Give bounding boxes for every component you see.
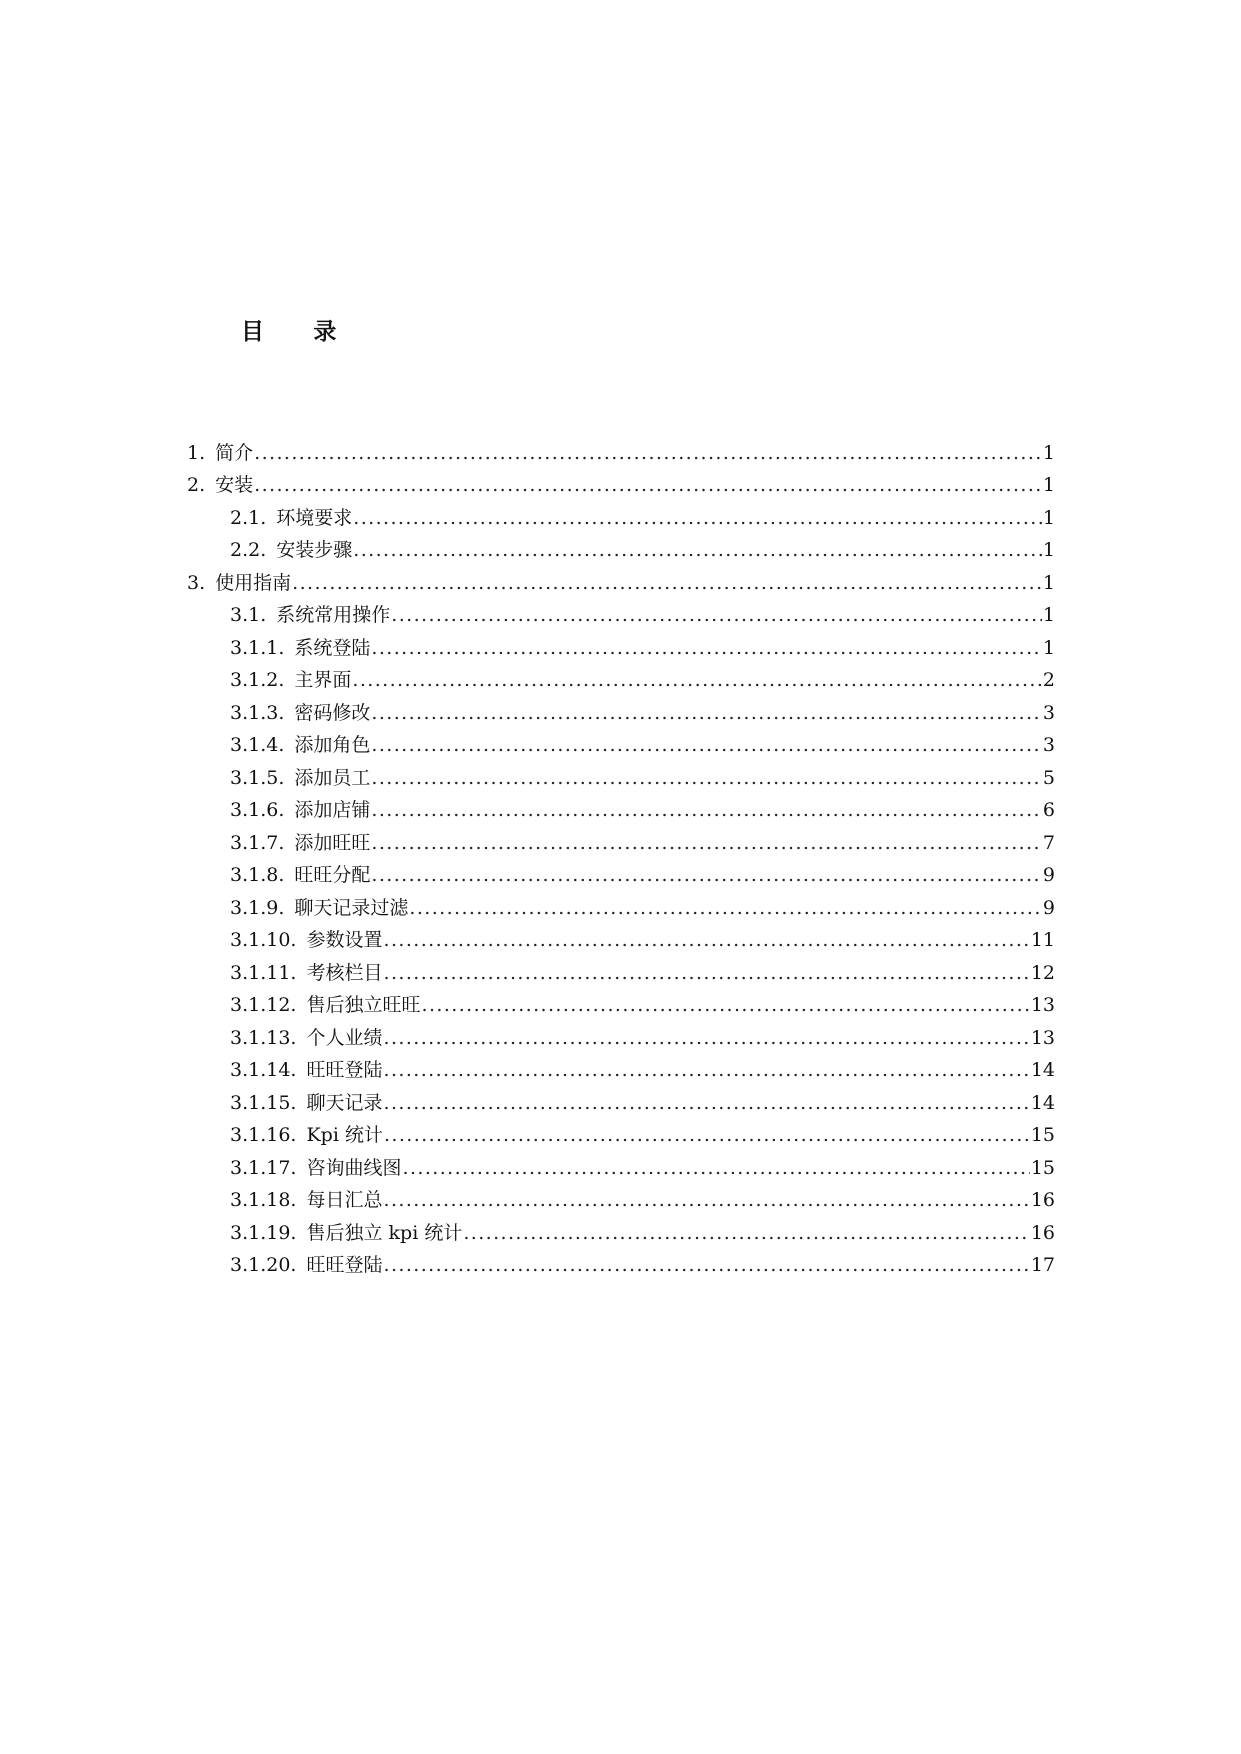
toc-entry[interactable] xyxy=(187,597,1055,630)
toc-entry[interactable] xyxy=(187,1182,1055,1215)
toc-entry-page: 2 xyxy=(1042,669,1055,691)
toc-dot-leader xyxy=(391,603,1042,627)
toc-entry[interactable] xyxy=(187,1214,1055,1247)
toc-entry-number: 3.1.4. xyxy=(230,734,285,756)
toc-entry-page: 16 xyxy=(1030,1221,1055,1244)
toc-dot-leader xyxy=(409,896,1042,920)
toc-entry-page: 13 xyxy=(1030,994,1055,1016)
toc-dot-leader xyxy=(371,636,1042,660)
toc-entry-text: 密码修改 xyxy=(294,701,371,724)
toc-entry-number: 3.1.12. xyxy=(230,994,297,1016)
toc-entry-text: 旺旺登陆 xyxy=(306,1059,383,1081)
toc-entry-number: 3.1.3. xyxy=(230,701,285,724)
toc-dot-leader xyxy=(353,506,1042,530)
toc-entry-page: 14 xyxy=(1030,1059,1055,1081)
toc-entry-number: 2.1. xyxy=(230,506,267,529)
toc-entry-text: 简介 xyxy=(215,441,254,464)
toc-entry-page: 12 xyxy=(1030,961,1055,984)
toc-entry-number: 3.1.9. xyxy=(230,896,285,919)
toc-entry-text: 售后独立旺旺 xyxy=(306,994,421,1016)
toc-entry-text: 添加旺旺 xyxy=(294,831,371,854)
toc-entry-number: 3.1.15. xyxy=(230,1091,297,1114)
toc-entry-number: 3.1.11. xyxy=(230,961,297,984)
toc-dot-leader xyxy=(384,1091,1030,1115)
toc-entry[interactable] xyxy=(187,1149,1055,1182)
toc-entry-text: 添加店铺 xyxy=(294,799,371,821)
toc-entry-page: 3 xyxy=(1042,701,1055,724)
toc-entry-page: 15 xyxy=(1030,1156,1055,1179)
toc-entry[interactable] xyxy=(187,987,1055,1020)
toc-dot-leader xyxy=(384,1123,1030,1147)
toc-entry-number: 2.2. xyxy=(230,539,267,561)
toc-entry-page: 1 xyxy=(1042,571,1055,594)
toc-entry-text: 环境要求 xyxy=(276,506,353,529)
toc-dot-leader xyxy=(371,831,1042,855)
toc-entry-number: 3.1. xyxy=(230,604,267,626)
toc-dot-leader xyxy=(352,668,1042,692)
toc-entry[interactable] xyxy=(187,662,1055,695)
toc-entry-number: 3.1.2. xyxy=(230,669,285,691)
toc-entry[interactable] xyxy=(187,1247,1055,1280)
toc-entry-text: 旺旺分配 xyxy=(294,864,371,886)
toc-dot-leader xyxy=(463,1221,1029,1245)
toc-entry-page: 13 xyxy=(1030,1026,1055,1049)
toc-entry-number: 3.1.13. xyxy=(230,1026,297,1049)
toc-dot-leader xyxy=(371,863,1042,887)
toc-entry-number: 3.1.10. xyxy=(230,929,297,951)
toc-entry-number: 1. xyxy=(187,441,206,464)
toc-dot-leader xyxy=(254,473,1042,497)
toc-entry-number: 3. xyxy=(187,571,206,594)
toc-entry[interactable] xyxy=(187,467,1055,500)
toc-entry-number: 3.1.14. xyxy=(230,1059,297,1081)
toc-entry-number: 3.1.20. xyxy=(230,1254,297,1276)
toc-entry[interactable] xyxy=(187,759,1055,792)
toc-entry-page: 1 xyxy=(1042,636,1055,659)
toc-entry-page: 1 xyxy=(1042,506,1055,529)
toc-entry[interactable] xyxy=(187,727,1055,760)
toc-entry-text: 咨询曲线图 xyxy=(306,1156,402,1179)
toc-entry-number: 3.1.1. xyxy=(230,636,285,659)
toc-entry-page: 1 xyxy=(1042,474,1055,496)
toc-entry-text: Kpi 统计 xyxy=(306,1124,383,1146)
toc-entry-text: 添加员工 xyxy=(294,766,371,789)
toc-dot-leader xyxy=(384,1058,1030,1082)
toc-dot-leader xyxy=(254,441,1042,465)
toc-entry-page: 15 xyxy=(1030,1124,1055,1146)
toc-dot-leader xyxy=(292,571,1042,595)
toc-entry[interactable] xyxy=(187,954,1055,987)
toc-entry[interactable] xyxy=(187,824,1055,857)
toc-entry-number: 3.1.16. xyxy=(230,1124,297,1146)
toc-entry-page: 11 xyxy=(1030,929,1055,951)
toc-entry-text: 添加角色 xyxy=(294,734,371,756)
toc-dot-leader xyxy=(353,538,1042,562)
toc-entry[interactable] xyxy=(187,1117,1055,1150)
toc-entry-page: 1 xyxy=(1042,539,1055,561)
toc-entry-text: 聊天记录过滤 xyxy=(294,896,409,919)
toc-entry[interactable] xyxy=(187,532,1055,565)
toc-dot-leader xyxy=(384,1253,1030,1277)
toc-entry-text: 参数设置 xyxy=(306,929,383,951)
toc-dot-leader xyxy=(384,1026,1030,1050)
toc-entry-page: 6 xyxy=(1042,799,1055,821)
toc-entry-text: 售后独立 kpi 统计 xyxy=(306,1221,463,1244)
toc-entry-page: 14 xyxy=(1030,1091,1055,1114)
toc-entry-page: 9 xyxy=(1042,896,1055,919)
toc-entry-page: 5 xyxy=(1042,766,1055,789)
toc-entry-text: 系统登陆 xyxy=(294,636,371,659)
toc-dot-leader xyxy=(371,766,1042,790)
toc-entry-page: 1 xyxy=(1042,441,1055,464)
toc-dot-leader xyxy=(422,993,1030,1017)
toc-list xyxy=(187,434,1055,1279)
toc-entry-text: 旺旺登陆 xyxy=(306,1254,383,1276)
toc-entry[interactable] xyxy=(187,564,1055,597)
toc-entry-number: 3.1.8. xyxy=(230,864,285,886)
toc-entry-page: 16 xyxy=(1030,1189,1055,1211)
toc-dot-leader xyxy=(371,798,1042,822)
toc-entry-text: 个人业绩 xyxy=(306,1026,383,1049)
toc-entry-text: 每日汇总 xyxy=(306,1189,383,1211)
toc-entry-number: 3.1.19. xyxy=(230,1221,297,1244)
toc-entry-page: 9 xyxy=(1042,864,1055,886)
toc-entry-page: 7 xyxy=(1042,831,1055,854)
toc-entry[interactable] xyxy=(187,922,1055,955)
toc-entry-text: 考核栏目 xyxy=(306,961,383,984)
toc-dot-leader xyxy=(403,1156,1030,1180)
toc-entry-number: 2. xyxy=(187,474,206,496)
toc-entry-number: 3.1.7. xyxy=(230,831,285,854)
toc-dot-leader xyxy=(384,928,1030,952)
toc-entry[interactable] xyxy=(187,499,1055,532)
toc-entry[interactable] xyxy=(187,1019,1055,1052)
toc-entry-page: 3 xyxy=(1042,734,1055,756)
toc-dot-leader xyxy=(371,701,1042,725)
toc-entry-text: 安装 xyxy=(215,474,254,496)
toc-entry[interactable] xyxy=(187,629,1055,662)
toc-entry[interactable] xyxy=(187,889,1055,922)
toc-entry-text: 聊天记录 xyxy=(306,1091,383,1114)
toc-entry[interactable] xyxy=(187,857,1055,890)
toc-entry[interactable] xyxy=(187,694,1055,727)
toc-entry[interactable] xyxy=(187,1052,1055,1085)
toc-entry-number: 3.1.6. xyxy=(230,799,285,821)
toc-entry[interactable] xyxy=(187,792,1055,825)
toc-entry-number: 3.1.18. xyxy=(230,1189,297,1211)
toc-entry-text: 安装步骤 xyxy=(276,539,353,561)
toc-dot-leader xyxy=(371,733,1042,757)
toc-entry-text: 系统常用操作 xyxy=(276,604,391,626)
toc-entry-text: 使用指南 xyxy=(215,571,292,594)
toc-entry-text: 主界面 xyxy=(294,669,352,691)
toc-entry-number: 3.1.5. xyxy=(230,766,285,789)
toc-dot-leader xyxy=(384,1188,1030,1212)
toc-entry-number: 3.1.17. xyxy=(230,1156,297,1179)
toc-entry[interactable] xyxy=(187,434,1055,467)
toc-title: 目 录 xyxy=(241,318,358,345)
toc-entry-page: 17 xyxy=(1030,1254,1055,1276)
toc-entry[interactable] xyxy=(187,1084,1055,1117)
toc-entry-page: 1 xyxy=(1042,604,1055,626)
toc-dot-leader xyxy=(384,961,1030,985)
